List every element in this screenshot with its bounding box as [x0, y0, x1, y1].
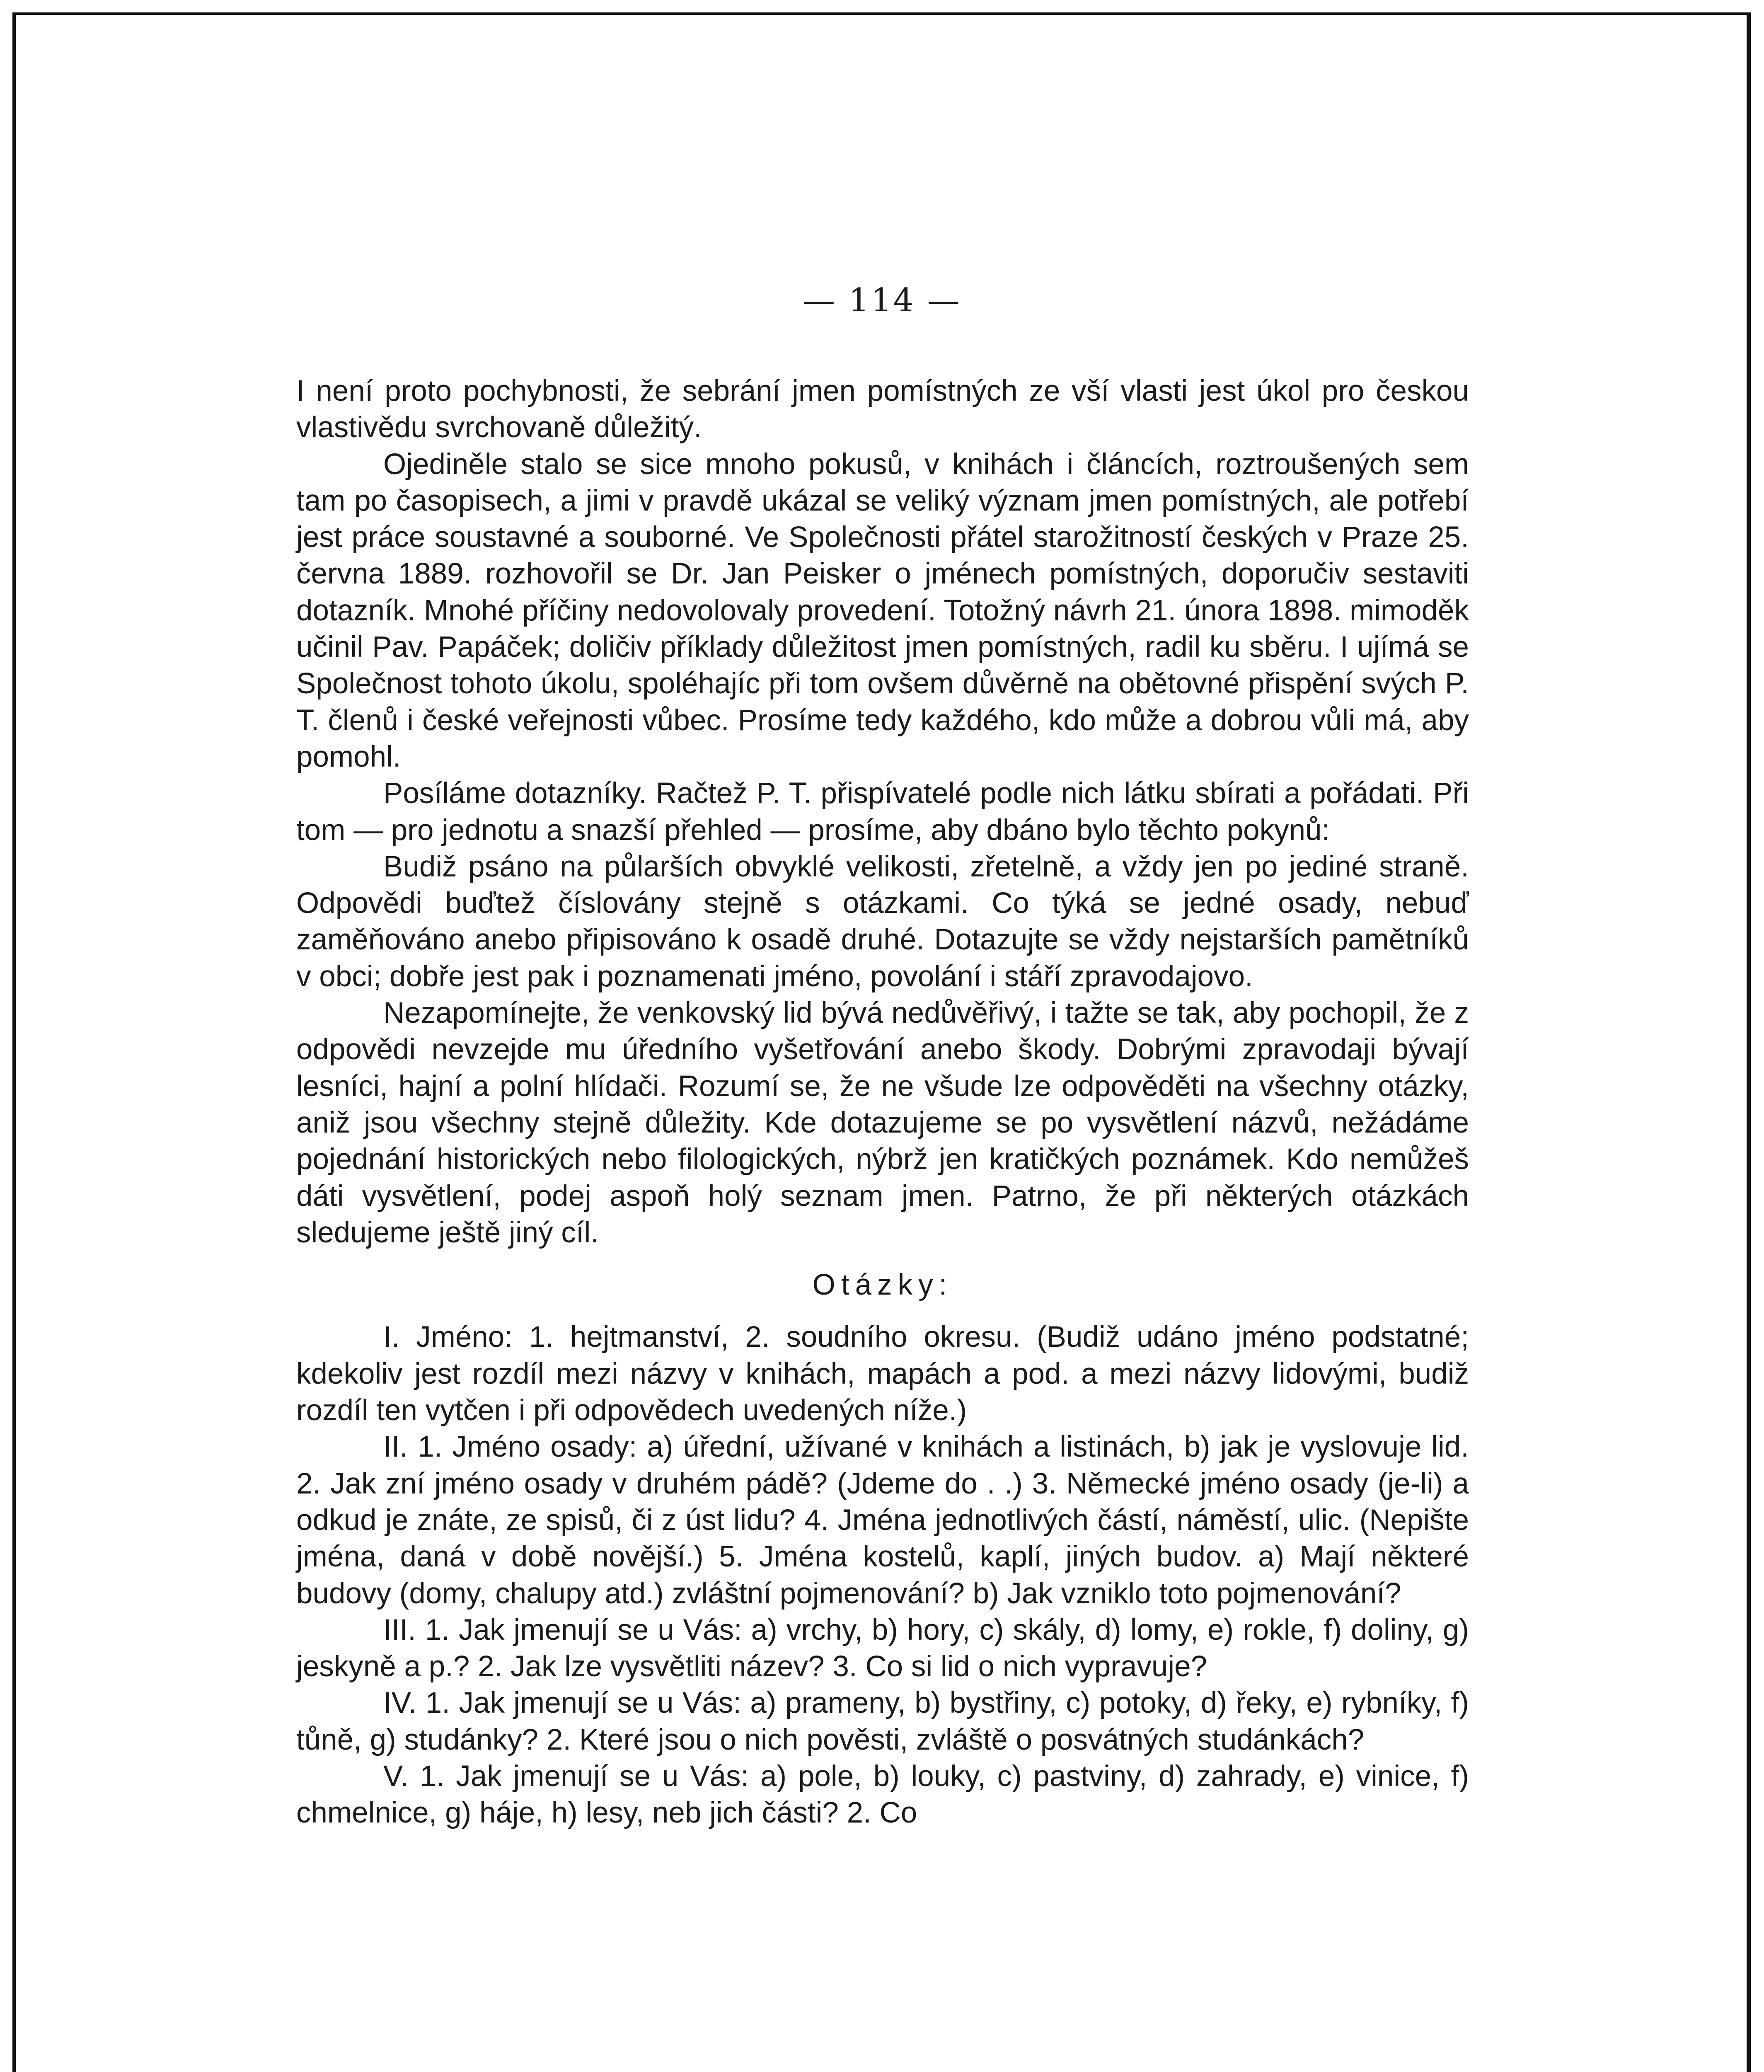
question-2: II. 1. Jméno osady: a) úřední, užívané v knihách a listinách, b) jak je vyslovuje lid. 2. Jak zní jméno osady v druhém pádě? (Jdeme do . .) 3. Německé jméno osady (je-li) a odkud je znáte, ze spisů, či z úst lidu? 4. Jména jednotlivých částí, náměstí, ulic. (Nepište jména, daná v době novější.) 5. Jména kostelů, kaplí, jiných budov. a) Mají některé budovy (domy, chalupy atd.) zvláštní pojmenování? b) Jak vzniklo toto pojmenování? — [296, 1431, 1469, 1610]
paragraph-2: Ojediněle stalo se sice mnoho pokusů, v knihách i článcích, roztroušených sem tam po časopisech, a jimi v pravdě ukázal se veliký význam jmen pomístných, ale potřebí jest práce soustavné a souborné. Ve Společnosti přátel starožitností českých v Praze 25. června 1889. rozhovořil se Dr. Jan Peisker o jménech pomístných, doporučiv sestaviti dotazník. Mnohé příčiny nedovolovaly provedení. Totožný návrh 21. února 1898. mimoděk učinil Pav. Papáček; doličiv příklady důležitost jmen pomístných, radil ku sběru. I ujímá se Společnost tohoto úkolu, spoléhajíc při tom ovšem důvěrně na obětovné přispění svých P. T. členů i české veřejnosti vůbec. Prosíme tedy každého, kdo může a dobrou vůli má, aby pomohl. — [296, 448, 1469, 773]
paragraph-4: Budiž psáno na půlarších obvyklé velikosti, zřetelně, a vždy jen po jediné straně. Odpovědi buďtež číslovány stejně s otázkami. Co týká se jedné osady, nebuď zaměňováno anebo připisováno k osadě druhé. Dotazujte se vždy nejstarších pamětníků v obci; dobře jest pak i poznamenati jméno, povolání i stáří zpravodajovo. — [296, 850, 1469, 993]
question-4: IV. 1. Jak jmenují se u Vás: a) prameny, b) bystřiny, c) potoky, d) řeky, e) rybníky, f) tůně, g) studánky? 2. Které jsou o nich pověsti, zvláště o posvátných studánkách? — [296, 1687, 1469, 1756]
page-number: — 114 — — [803, 282, 961, 319]
question-3: III. 1. Jak jmenují se u Vás: a) vrchy, b) hory, c) skály, d) lomy, e) rokle, f) doliny, g) jeskyně a p.? 2. Jak lze vysvětliti název? 3. Co si lid o nich vypravuje? — [296, 1613, 1469, 1683]
paragraph-5: Nezapomínejte, že venkovský lid bývá nedůvěřivý, i tažte se tak, aby pochopil, že z odpovědi nevzejde mu úředního vyšetřování anebo škody. Dobrými zpravodaji bývají lesníci, hajní a polní hlídači. Rozumí se, že ne všude lze odpověděti na všechny otázky, aniž jsou všechny stejně důležity. Kde dotazujeme se po vysvětlení názvů, nežádáme pojednání historických nebo filologických, nýbrž jen kratičkých poznámek. Kdo nemůžeš dáti vysvětlení, podej aspoň holý seznam jmen. Patrno, že při některých otázkách sledujeme ještě jiný cíl. — [296, 997, 1469, 1249]
paragraph-1: I není proto pochybnosti, že sebrání jmen pomístných ze vší vlasti jest úkol pro českou vlastivědu svrchovaně důležitý. — [296, 375, 1469, 444]
paragraph-3: Posíláme dotazníky. Račtež P. T. přispívatelé podle nich látku sbírati a pořádati. Při tom — pro jednotu a snazší přehled — prosíme, aby dbáno bylo těchto pokynů: — [296, 777, 1469, 847]
question-1: I. Jméno: 1. hejtmanství, 2. soudního okresu. (Budiž udáno jméno podstatné; kdekoliv jest rozdíl mezi názvy v knihách, mapách a pod. a mezi názvy lidovými, budiž rozdíl ten vytčen i při odpovědech uvedených níže.) — [296, 1321, 1469, 1427]
document-body — [296, 373, 1469, 1832]
question-5: V. 1. Jak jmenují se u Vás: a) pole, b) louky, c) pastviny, d) zahrady, e) vinice, f) chmelnice, g) háje, h) lesy, neb jich části? 2. Co — [296, 1760, 1469, 1830]
questions-heading: Otázky: — [812, 1268, 953, 1302]
